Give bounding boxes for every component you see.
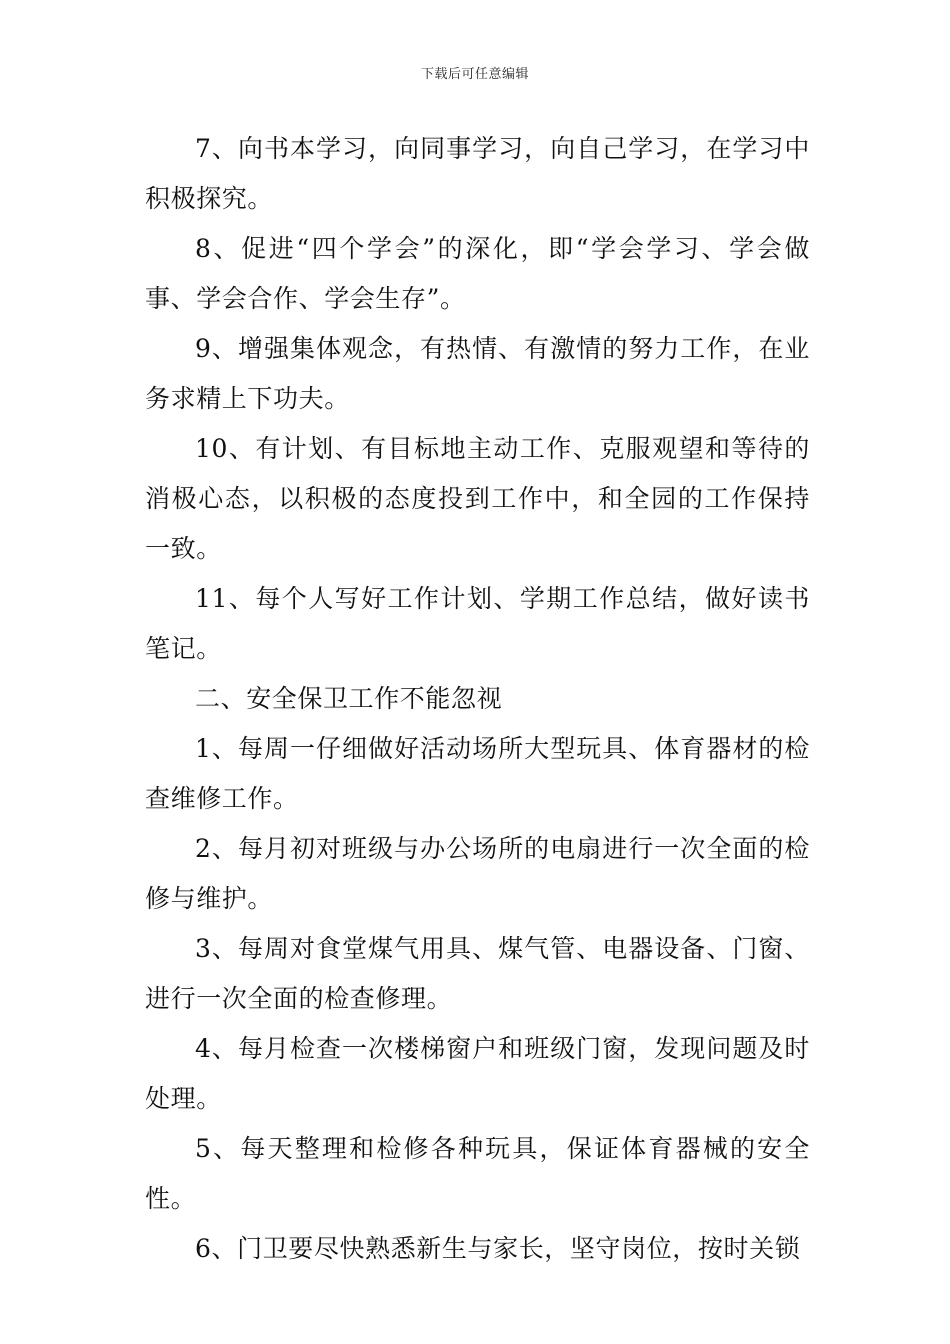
document-body: [145, 124, 810, 1274]
paragraph-item-7: 7、向书本学习，向同事学习，向自己学习，在学习中积极探究。: [145, 134, 810, 213]
paragraph-item-9: 9、增强集体观念，有热情、有激情的努力工作，在业务求精上下功夫。: [145, 334, 810, 413]
paragraph-safety-6: 6、门卫要尽快熟悉新生与家长，坚守岗位，按时关锁: [195, 1234, 801, 1263]
paragraph-item-11: 11、每个人写好工作计划、学期工作总结，做好读书笔记。: [145, 584, 810, 663]
paragraph-item-10: 10、有计划、有目标地主动工作、克服观望和等待的消极心态，以积极的态度投到工作中，和全园的工作保持一致。: [145, 434, 810, 563]
paragraph-safety-2: 2、每月初对班级与办公场所的电扇进行一次全面的检修与维护。: [145, 834, 810, 913]
paragraph-item-8: 8、促进“四个学会”的深化，即“学会学习、学会做事、学会合作、学会生存”。: [145, 234, 810, 313]
paragraph-safety-4: 4、每月检查一次楼梯窗户和班级门窗，发现问题及时处理。: [145, 1034, 810, 1113]
paragraph-safety-1: 1、每周一仔细做好活动场所大型玩具、体育器材的检查维修工作。: [145, 734, 810, 813]
page-header: 下载后可任意编辑: [420, 67, 529, 82]
paragraph-safety-5: 5、每天整理和检修各种玩具，保证体育器械的安全性。: [145, 1134, 810, 1213]
paragraph-safety-3: 3、每周对食堂煤气用具、煤气管、电器设备、门窗、进行一次全面的检查修理。: [145, 934, 810, 1013]
section-heading-safety: 二、安全保卫工作不能忽视: [195, 684, 503, 713]
